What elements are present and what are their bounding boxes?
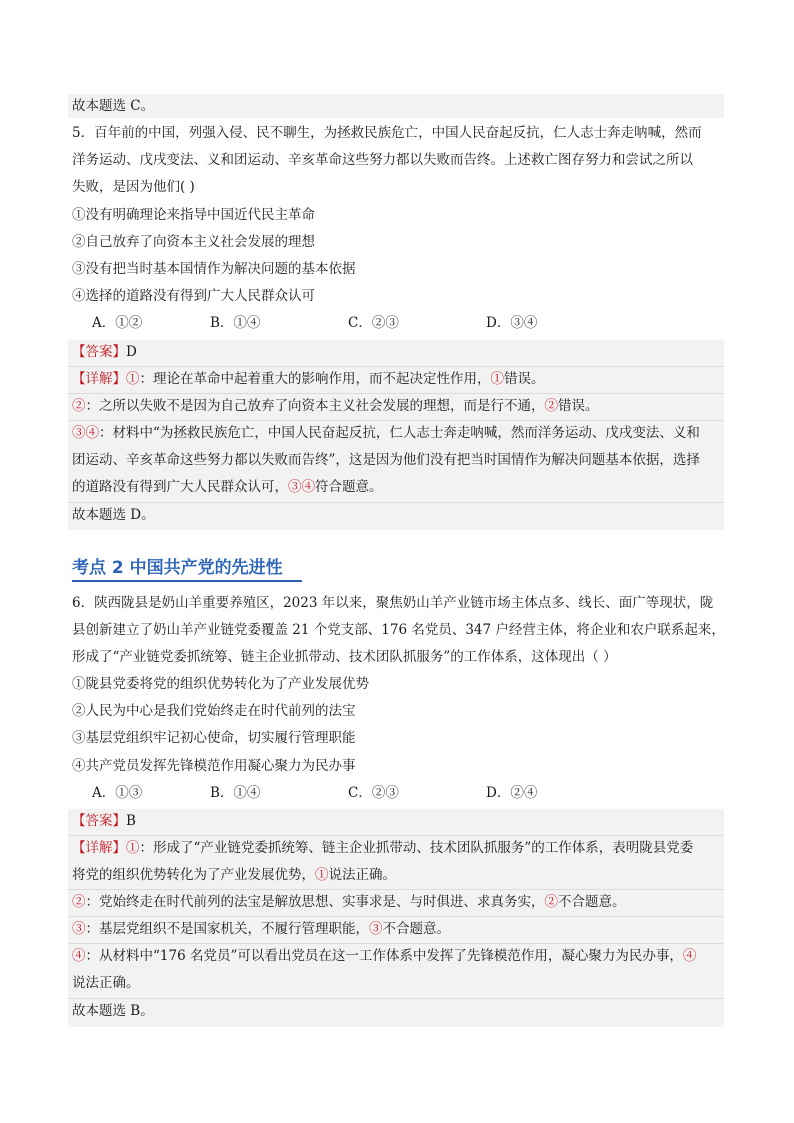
q6-detail-4-line-1 — [72, 946, 696, 966]
prev-conclusion: 故本题选 C。 — [72, 98, 155, 114]
separator — [68, 366, 724, 367]
q5-item-1: ①没有明确理论来指导中国近代民主革命 — [72, 207, 315, 223]
detail-text: ：材料中“为拯救民族危亡，中国人民奋起反抗，仁人志士奔走呐喊，然而洋务运动、戊戌变法、义和 — [99, 425, 700, 441]
detail-mark: ② — [544, 894, 558, 910]
q6-item-1: ①陇县党委将党的组织优势转化为了产业发展优势 — [72, 676, 369, 692]
q5-stem-line-2: 洋务运动、戊戌变法、义和团运动、辛亥革命这些努力都以失败而告终。上述救亡图存努力和尝试之所以 — [72, 152, 693, 168]
detail-mark: ① — [315, 867, 329, 883]
detail-end: 不合题意。 — [382, 921, 450, 937]
detail-mark: ③④ — [288, 479, 315, 495]
q5-item-4: ④选择的道路没有得到广大人民群众认可 — [72, 288, 315, 304]
q6-detail-3 — [72, 919, 450, 939]
q6-option-b: B．①④ — [210, 785, 261, 801]
q5-stem-line-1: 5．百年前的中国，列强入侵、民不聊生，为拯救民族危亡，中国人民奋起反抗，仁人志士奔走呐喊，然而 — [72, 125, 702, 141]
q6-option-d: D．②④ — [486, 785, 538, 801]
detail-mark: ④ — [682, 948, 697, 964]
q6-option-c: C．②③ — [348, 785, 399, 801]
section-heading: 考点 2 中国共产党的先进性 — [72, 558, 283, 578]
detail-text: ：从材料中“176 名党员”可以看出党员在这一工作体系中发挥了先锋模范作用，凝心聚力为民办事， — [85, 948, 683, 964]
q6-stem-line-3: 形成了“产业链党委抓统筹、链主企业抓带动、技术团队抓服务”的工作体系，这体现出（ ） — [72, 649, 617, 665]
detail-label: 【详解】 — [72, 840, 126, 856]
q5-detail-2 — [72, 396, 599, 416]
detail-text: ：理论在革命中起着重大的影响作用，而不起决定性作用， — [139, 371, 491, 387]
answer-label: 【答案】 — [72, 344, 126, 360]
detail-end: 错误。 — [504, 371, 545, 387]
q5-detail-3-line-1 — [72, 423, 700, 443]
detail-number: ① — [126, 371, 140, 387]
detail-end: 不合题意。 — [558, 894, 626, 910]
q5-option-a: A．①② — [92, 315, 143, 331]
detail-number: ② — [72, 894, 86, 910]
section-heading-underline — [72, 580, 302, 582]
shade-prev-conclusion — [68, 94, 724, 118]
detail-text: 的道路没有得到广大人民群众认可， — [72, 479, 288, 495]
detail-number: ③ — [72, 921, 86, 937]
q6-item-2: ②人民为中心是我们党始终走在时代前列的法宝 — [72, 703, 356, 719]
separator — [68, 393, 724, 394]
separator — [68, 420, 724, 421]
detail-number: ① — [126, 840, 140, 856]
q6-stem-line-1: 6．陕西陇县是奶山羊重要养殖区，2023 年以来，聚焦奶山羊产业链市场主体点多、线长、面广等现状，陇 — [72, 595, 714, 611]
q5-conclusion: 故本题选 D。 — [72, 507, 155, 523]
q6-answer — [72, 811, 136, 831]
q6-item-3: ③基层党组织牢记初心使命，切实履行管理职能 — [72, 730, 356, 746]
answer-label: 【答案】 — [72, 813, 126, 829]
q6-option-a: A．①③ — [92, 785, 143, 801]
q5-stem-line-3: 失败，是因为他们( ) — [72, 179, 195, 195]
separator — [68, 889, 724, 890]
detail-mark: ① — [490, 371, 504, 387]
q6-detail-1-line-1 — [72, 838, 693, 858]
q5-option-b: B．①④ — [210, 315, 261, 331]
q5-answer — [72, 342, 137, 362]
answer-value: B — [126, 813, 136, 829]
q5-detail-1 — [72, 369, 545, 389]
q5-item-3: ③没有把当时基本国情作为解决问题的基本依据 — [72, 261, 356, 277]
detail-text: ：形成了“产业链党委抓统筹、链主企业抓带动、技术团队抓服务”的工作体系，表明陇县党委 — [139, 840, 694, 856]
detail-number: ② — [72, 398, 86, 414]
q6-detail-2 — [72, 892, 626, 912]
detail-text: 将党的组织优势转化为了产业发展优势， — [72, 867, 315, 883]
q5-option-c: C．②③ — [348, 315, 399, 331]
detail-number: ④ — [72, 948, 86, 964]
detail-text: ：党始终走在时代前列的法宝是解放思想、实事求是、与时俱进、求真务实， — [85, 894, 545, 910]
detail-text: ：之所以失败不是因为自己放弃了向资本主义社会发展的理想，而是行不通， — [85, 398, 545, 414]
detail-mark: ③ — [369, 921, 383, 937]
q5-item-2: ②自己放弃了向资本主义社会发展的理想 — [72, 234, 315, 250]
separator — [68, 835, 724, 836]
separator — [68, 998, 724, 999]
q5-option-d: D．③④ — [486, 315, 538, 331]
detail-end: 符合题意。 — [315, 479, 383, 495]
separator — [68, 943, 724, 944]
q6-conclusion: 故本题选 B。 — [72, 1003, 154, 1019]
answer-value: D — [126, 344, 137, 360]
detail-label: 【详解】 — [72, 371, 126, 387]
q6-item-4: ④共产党员发挥先锋模范作用凝心聚力为民办事 — [72, 758, 356, 774]
detail-end: 说法正确。 — [328, 867, 396, 883]
q6-detail-4-line-2: 说法正确。 — [72, 975, 140, 991]
detail-number: ③④ — [72, 425, 99, 441]
detail-mark: ② — [544, 398, 558, 414]
q6-detail-1-line-2 — [72, 865, 396, 885]
separator — [68, 502, 724, 503]
q5-detail-3-line-3 — [72, 477, 383, 497]
separator — [68, 916, 724, 917]
q5-detail-3-line-2: 团运动、辛亥革命这些努力都以失败而告终”，这是因为他们没有把当时国情作为解决问题基本依据，选择 — [72, 452, 700, 468]
detail-text: ：基层党组织不是国家机关，不履行管理职能， — [85, 921, 369, 937]
detail-end: 错误。 — [558, 398, 599, 414]
q6-stem-line-2: 县创新建立了奶山羊产业链党委覆盖 21 个党支部、176 名党员、347 户经营主体，将企业和农户联系起来， — [72, 622, 725, 638]
